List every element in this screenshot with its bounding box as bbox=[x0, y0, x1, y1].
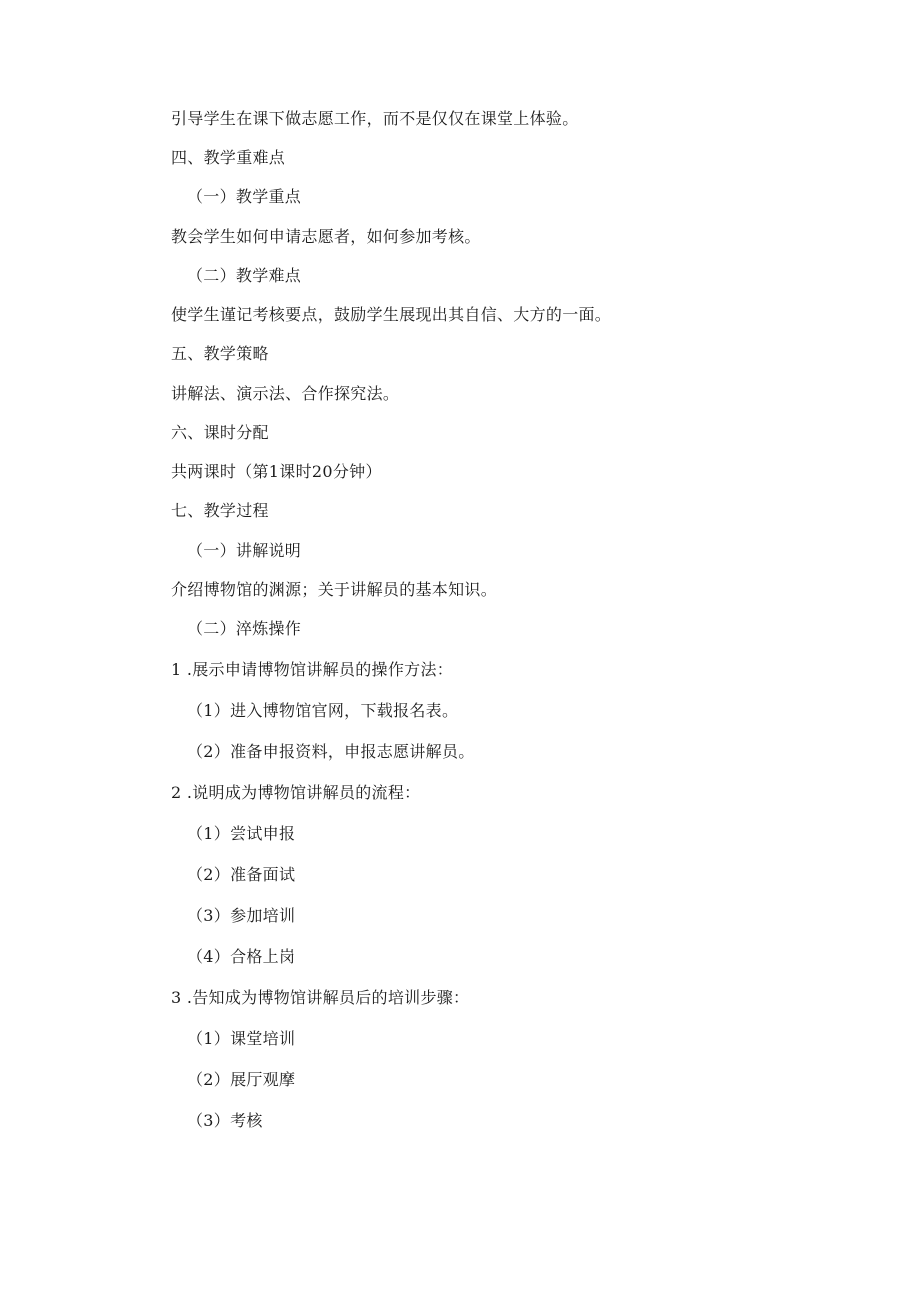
list-subitem: （1）进入博物馆官网，下载报名表。 bbox=[187, 701, 459, 720]
list-subitem: （2）准备面试 bbox=[187, 865, 296, 884]
list-subitem: （2）展厅观摩 bbox=[187, 1070, 296, 1089]
paragraph-volunteer-practice: 引导学生在课下做志愿工作，而不是仅仅在课堂上体验。 bbox=[171, 109, 579, 128]
list-subitem: （3）考核 bbox=[187, 1111, 263, 1130]
subheading-practice: （二）淬炼操作 bbox=[187, 619, 302, 638]
list-item-application-method: 1 .展示申请博物馆讲解员的操作方法： bbox=[171, 660, 454, 679]
subheading-explanation: （一）讲解说明 bbox=[187, 541, 302, 560]
subheading-difficult-points: （二）教学难点 bbox=[187, 266, 302, 285]
heading-teaching-strategy: 五、教学策略 bbox=[171, 344, 269, 363]
list-item-training-steps: 3 .告知成为博物馆讲解员后的培训步骤： bbox=[171, 988, 470, 1007]
paragraph-teaching-strategy: 讲解法、演示法、合作探究法。 bbox=[171, 384, 400, 403]
heading-teaching-process: 七、教学过程 bbox=[171, 501, 269, 520]
paragraph-difficult-points: 使学生谨记考核要点，鼓励学生展现出其自信、大方的一面。 bbox=[171, 305, 612, 324]
paragraph-explanation: 介绍博物馆的渊源；关于讲解员的基本知识。 bbox=[171, 580, 498, 599]
list-item-process: 2 .说明成为博物馆讲解员的流程： bbox=[171, 783, 421, 802]
list-subitem: （3）参加培训 bbox=[187, 906, 296, 925]
list-subitem: （1）课堂培训 bbox=[187, 1029, 296, 1048]
heading-key-difficult-points: 四、教学重难点 bbox=[171, 148, 286, 167]
heading-class-hours: 六、课时分配 bbox=[171, 423, 269, 442]
list-subitem: （2）准备申报资料，申报志愿讲解员。 bbox=[187, 742, 475, 761]
list-subitem: （1）尝试申报 bbox=[187, 824, 296, 843]
subheading-key-points: （一）教学重点 bbox=[187, 187, 302, 206]
paragraph-class-hours: 共两课时（第1课时20分钟） bbox=[171, 462, 382, 481]
list-subitem: （4）合格上岗 bbox=[187, 947, 296, 966]
paragraph-key-points: 教会学生如何申请志愿者，如何参加考核。 bbox=[171, 227, 481, 246]
